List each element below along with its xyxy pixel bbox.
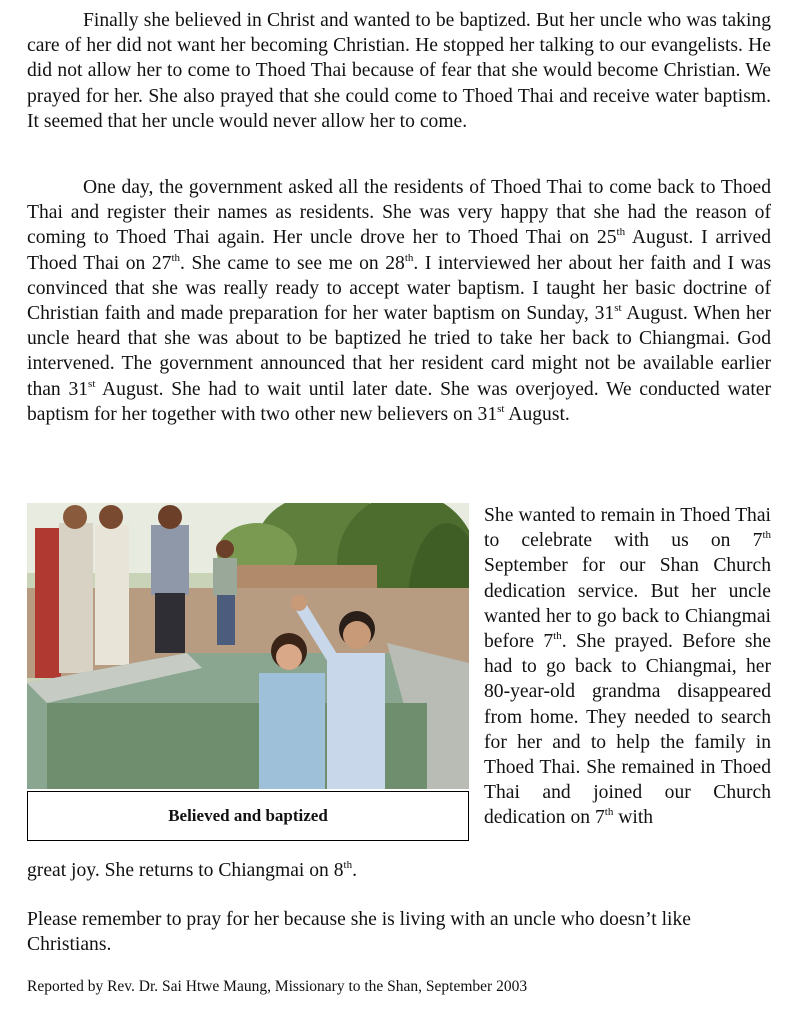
paragraph-4: Please remember to pray for her because she is living with an uncle who doesn’t like Christians.: [27, 909, 691, 956]
paragraph-1: Finally she believed in Christ and wanted to be baptized. But her uncle who was taking care of her did not want her becoming Christian. He stopped her talking to our evangelists. He did not allow her to come to Thoed Thai because of fear that she would become Christian. We prayed for her. She also prayed that she could come to Thoed Thai and receive water baptism. It seemed that her uncle would never allow her to come.: [27, 10, 771, 132]
side-column: [484, 503, 771, 831]
paragraph-3: She wanted to remain in Thoed Thai to celebrate with us on 7th September for our Shan Church dedication service. But her uncle wanted her to go back to Chiangmai before 7th. She prayed. Before she had to go back to Chiangmai, her 80-year-old grandma disappeared from home. They needed to search for her and to help the family in Thoed Thai. She remained in Thoed Thai and joined our Church dedication on 7th with: [484, 505, 771, 829]
baptism-photo: [27, 503, 469, 789]
baptism-figure: [27, 503, 469, 840]
report-signature: Reported by Rev. Dr. Sai Htwe Maung, Missionary to the Shan, September 2003: [27, 978, 528, 995]
paragraph-2: One day, the government asked all the residents of Thoed Thai to come back to Thoed Thai and register their names as residents. She was very happy that she had the reason of coming to Thoed Thai again. Her uncle drove her to Thoed Thai on 25th August. I arrived Thoed Thai on 27th. She came to see me on 28th. I interviewed her about her faith and I was convinced that she was really ready to accept water baptism. I taught her basic doctrine of Christian faith and made preparation for her water baptism on Sunday, 31st August. When her uncle heard that she was about to be baptized he tried to take her back to Chiangmai. God intervened. The government announced that her resident card might not be available earlier than 31st August. She had to wait until later date. She was overjoyed. We conducted water baptism for her together with two other new believers on 31st August.: [27, 177, 772, 425]
paragraph-3-continuation: great joy. She returns to Chiangmai on 8th.: [27, 859, 357, 881]
photo-caption: Believed and baptized: [27, 791, 469, 841]
